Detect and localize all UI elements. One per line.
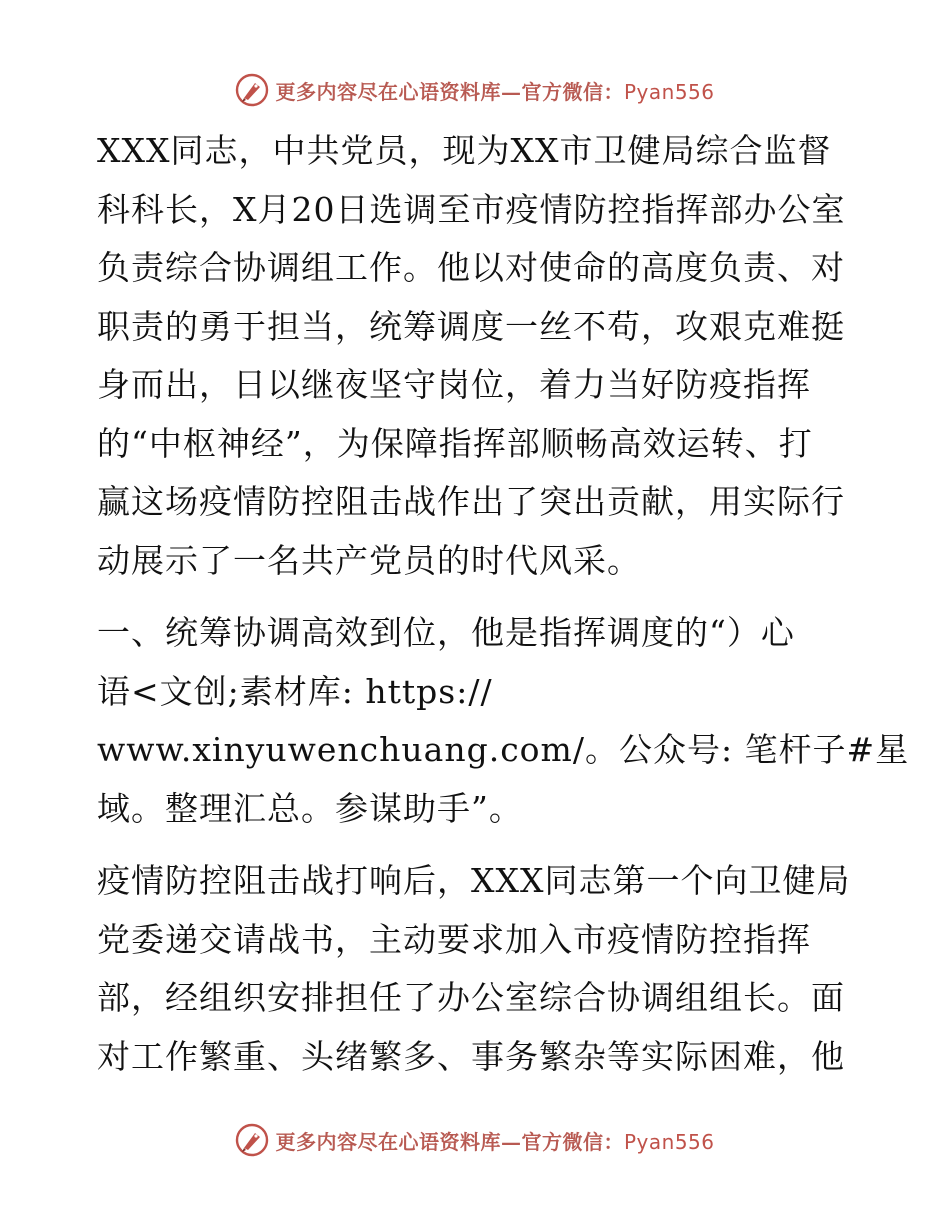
text-line: 疫情防控阻击战打响后，XXX同志第一个向卫健局 xyxy=(97,861,851,900)
text-line: XXX同志，中共党员，现为XX市卫健局综合监督 xyxy=(97,131,832,170)
text-line: 语<文创;素材库: https:// xyxy=(97,671,493,711)
text-line: www.xinyuwenchuang.com/。公众号: 笔杆子#星 xyxy=(97,730,910,769)
text-line: 对工作繁重、头绪繁多、事务繁杂等实际困难，他 xyxy=(97,1036,845,1076)
text-line: 身而出，日以继夜坚守岗位，着力当好防疫指挥 xyxy=(97,365,811,404)
document-body xyxy=(97,122,910,1086)
text-line: 负责综合协调组工作。他以对使命的高度负责、对 xyxy=(97,248,845,287)
pen-nib-logo-icon xyxy=(235,1123,269,1157)
text-line: 科科长，X月20日选调至市疫情防控指挥部办公室 xyxy=(97,189,846,229)
text-line: 部，经组织安排担任了办公室综合协调组组长。面 xyxy=(97,978,845,1017)
text-line: 的“中枢神经”，为保障指挥部顺畅高效运转、打 xyxy=(97,423,813,463)
text-line: 党委递交请战书，主动要求加入市疫情防控指挥 xyxy=(97,919,811,959)
text-line: 域。整理汇总。参谋助手”。 xyxy=(97,788,523,828)
text-line: 动展示了一名共产党员的时代风采。 xyxy=(97,540,641,580)
header-banner-text: 更多内容尽在心语资料库—官方微信：Pyan556 xyxy=(275,79,715,104)
pen-nib-logo-icon xyxy=(235,73,269,107)
text-line: 职责的勇于担当，统筹调度一丝不苟，攻艰克难挺 xyxy=(97,306,845,346)
header-banner xyxy=(0,70,950,110)
text-line: 赢这场疫情防控阻击战作出了突出贡献，用实际行 xyxy=(97,482,845,521)
paragraph-section-heading xyxy=(97,604,910,838)
footer-banner-text: 更多内容尽在心语资料库—官方微信：Pyan556 xyxy=(275,1129,715,1154)
text-line: 一、统筹协调高效到位，他是指挥调度的“）心 xyxy=(97,613,795,652)
paragraph-body xyxy=(97,852,857,1086)
footer-banner xyxy=(0,1120,950,1160)
paragraph-intro xyxy=(97,122,857,590)
